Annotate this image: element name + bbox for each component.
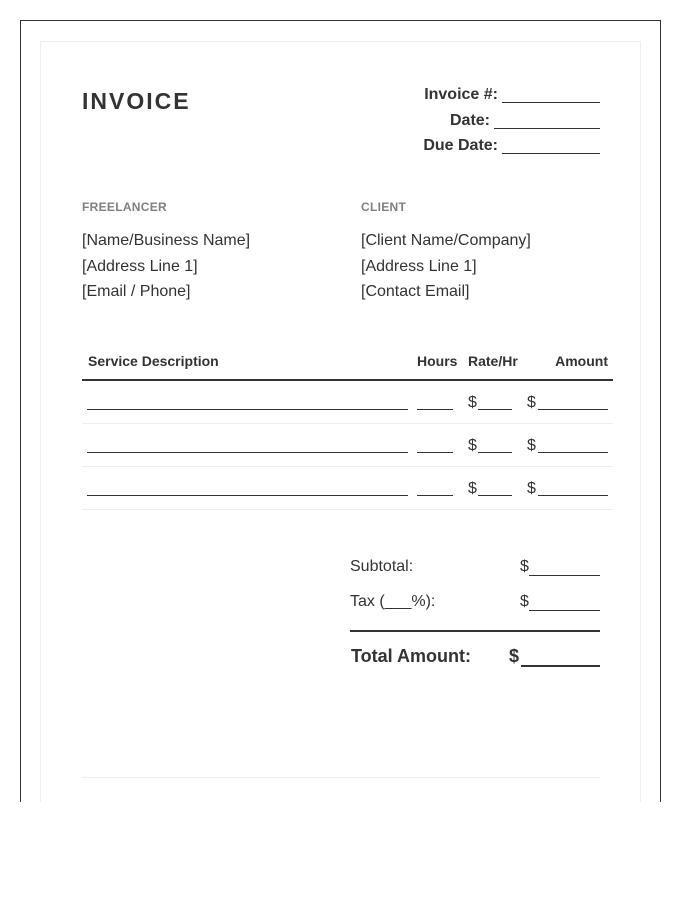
amount-field[interactable]: [538, 495, 608, 496]
invoice-meta: [423, 85, 600, 162]
freelancer-name: [Name/Business Name]: [82, 232, 251, 249]
invoice-title: INVOICE: [82, 88, 191, 114]
header-rate: Rate/Hr: [468, 353, 518, 369]
due-date-label: Due Date:: [423, 137, 498, 154]
subtotal-currency-symbol: $: [520, 558, 529, 575]
header-amount: Amount: [555, 353, 608, 369]
tax-row: [350, 588, 600, 623]
total-amount-field[interactable]: [521, 665, 600, 667]
rate-currency-symbol: $: [468, 437, 477, 454]
invoice-number-row: [423, 85, 600, 111]
freelancer-block: [82, 200, 250, 305]
footer-divider: [82, 777, 600, 778]
amount-currency-symbol: $: [527, 394, 536, 411]
description-field[interactable]: [87, 495, 408, 496]
rate-currency-symbol: $: [468, 394, 477, 411]
table-row: [82, 424, 613, 467]
freelancer-contact: [Email / Phone]: [82, 283, 191, 300]
subtotal-field[interactable]: [529, 575, 600, 576]
amount-field[interactable]: [538, 452, 608, 453]
totals-divider: [350, 630, 600, 632]
rate-field[interactable]: [478, 495, 512, 496]
invoice-date-field[interactable]: [494, 112, 600, 129]
invoice-number-field[interactable]: [502, 86, 600, 103]
client-heading: CLIENT: [361, 200, 407, 214]
tax-currency-symbol: $: [520, 593, 529, 610]
invoice-due-date-row: [423, 136, 600, 162]
description-field[interactable]: [87, 452, 408, 453]
rate-field[interactable]: [478, 409, 512, 410]
totals-block: [350, 553, 600, 623]
service-table: [82, 345, 613, 510]
header-hours: Hours: [417, 353, 458, 369]
total-currency-symbol: $: [509, 646, 520, 666]
client-contact: [Contact Email]: [361, 283, 470, 300]
amount-field[interactable]: [538, 409, 608, 410]
subtotal-label: Subtotal:: [350, 558, 414, 575]
table-header: [82, 345, 613, 381]
client-name: [Client Name/Company]: [361, 232, 531, 249]
rate-currency-symbol: $: [468, 480, 477, 497]
amount-currency-symbol: $: [527, 437, 536, 454]
tax-label: Tax (___%):: [350, 593, 436, 610]
table-row: [82, 467, 613, 510]
invoice-date-row: [423, 111, 600, 137]
hours-field[interactable]: [417, 452, 453, 453]
hours-field[interactable]: [417, 409, 453, 410]
freelancer-address: [Address Line 1]: [82, 257, 198, 275]
client-block: [361, 200, 531, 305]
header-service-description: Service Description: [88, 353, 219, 369]
hours-field[interactable]: [417, 495, 453, 496]
freelancer-heading: FREELANCER: [82, 200, 168, 214]
tax-field[interactable]: [529, 610, 600, 611]
client-address: [Address Line 1]: [361, 257, 477, 275]
due-date-field[interactable]: [502, 137, 600, 154]
amount-currency-symbol: $: [527, 480, 536, 497]
invoice-date-label: Date:: [449, 111, 490, 129]
total-amount-label: Total Amount:: [351, 646, 471, 666]
invoice-number-label: Invoice #:: [424, 86, 498, 103]
subtotal-row: [350, 553, 600, 588]
rate-field[interactable]: [478, 452, 512, 453]
description-field[interactable]: [87, 409, 408, 410]
table-row: [82, 381, 613, 424]
